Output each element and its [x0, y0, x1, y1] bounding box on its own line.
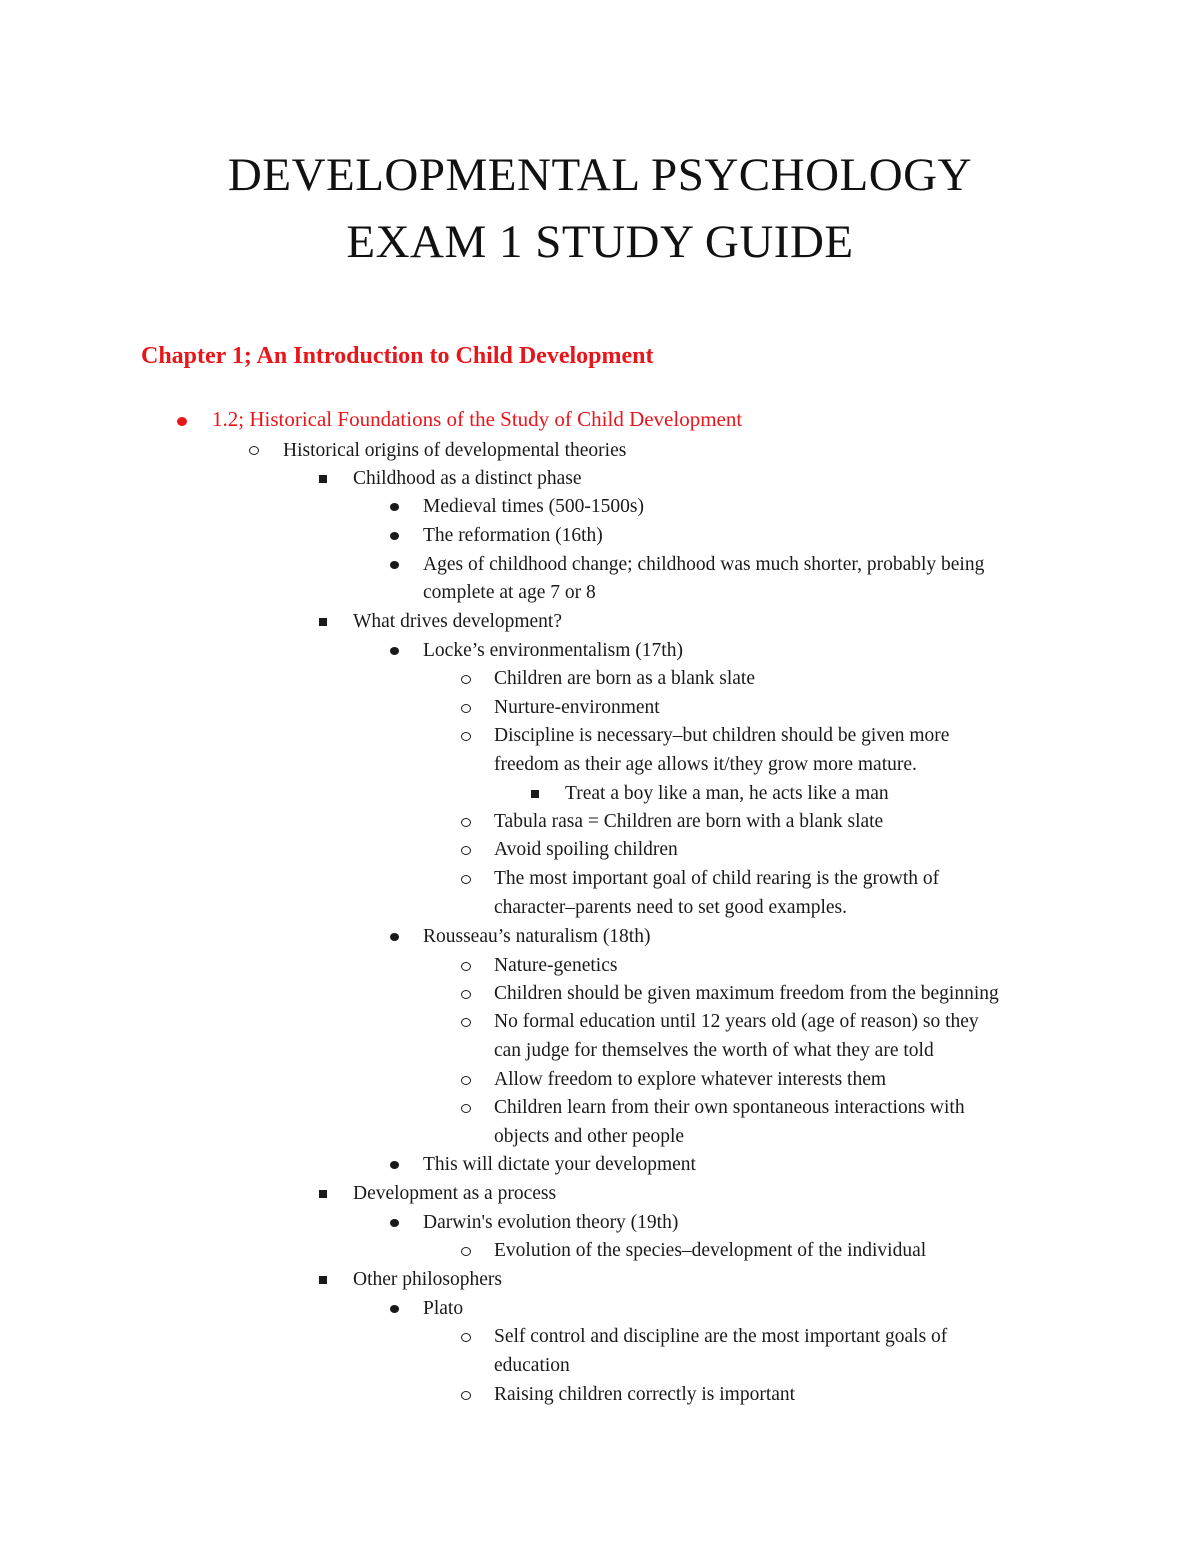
hollow-bullet-icon: [249, 446, 259, 455]
filled-bullet-icon: [390, 1305, 399, 1313]
list-item: Treat a boy like a man, he acts like a man: [565, 783, 889, 804]
list-item: Self control and discipline are the most important goals of: [494, 1326, 948, 1347]
list-item: No formal education until 12 years old (age of reason) so they: [494, 1011, 979, 1032]
hollow-bullet-icon: [461, 875, 471, 884]
list-item: Nurture-environment: [494, 697, 660, 718]
square-bullet-icon: [319, 475, 327, 483]
list-item: Darwin's evolution theory (19th): [423, 1212, 679, 1233]
list-item: Plato: [423, 1298, 464, 1319]
filled-bullet-icon: [390, 532, 399, 540]
list-item: Children are born as a blank slate: [494, 668, 755, 689]
hollow-bullet-icon: [461, 1333, 471, 1342]
list-item: Medieval times (500-1500s): [423, 496, 644, 517]
section-heading: 1.2; Historical Foundations of the Study of Child Development: [212, 407, 743, 431]
hollow-bullet-icon: [461, 732, 471, 741]
square-bullet-icon: [319, 1276, 327, 1284]
square-bullet-icon: [531, 790, 539, 798]
list-item: The most important goal of child rearing is the growth of: [494, 868, 940, 889]
list-item-continuation: education: [494, 1355, 570, 1376]
list-item-continuation: complete at age 7 or 8: [423, 582, 596, 603]
list-item: Rousseau’s naturalism (18th): [423, 926, 651, 947]
filled-bullet-icon: [390, 933, 399, 941]
list-item: The reformation (16th): [423, 525, 603, 546]
list-item: Locke’s environmentalism (17th): [423, 640, 683, 661]
hollow-bullet-icon: [461, 1076, 471, 1085]
hollow-bullet-icon: [461, 962, 471, 971]
document-title-line-1: DEVELOPMENTAL PSYCHOLOGY: [227, 149, 973, 201]
hollow-bullet-icon: [461, 704, 471, 713]
list-item: Other philosophers: [353, 1269, 502, 1290]
list-item: Tabula rasa = Children are born with a blank slate: [494, 811, 884, 832]
hollow-bullet-icon: [461, 990, 471, 999]
list-item: Historical origins of developmental theories: [283, 440, 627, 461]
list-item-continuation: objects and other people: [494, 1126, 685, 1147]
list-item: Children learn from their own spontaneous interactions with: [494, 1097, 965, 1118]
chapter-heading: Chapter 1; An Introduction to Child Development: [141, 343, 654, 369]
document-title-line-2: EXAM 1 STUDY GUIDE: [346, 216, 854, 268]
filled-bullet-icon: [390, 503, 399, 511]
list-item: Allow freedom to explore whatever interests them: [494, 1069, 887, 1090]
list-item: Nature-genetics: [494, 955, 618, 976]
square-bullet-icon: [319, 1190, 327, 1198]
list-item: What drives development?: [353, 611, 563, 632]
hollow-bullet-icon: [461, 1104, 471, 1113]
list-item-continuation: character–parents need to set good examples.: [494, 897, 848, 918]
list-item: Evolution of the species–development of the individual: [494, 1240, 927, 1261]
square-bullet-icon: [319, 618, 327, 626]
list-item-continuation: freedom as their age allows it/they grow more mature.: [494, 754, 917, 775]
hollow-bullet-icon: [461, 1247, 471, 1256]
list-item: Discipline is necessary–but children should be given more: [494, 725, 950, 746]
filled-bullet-icon: [177, 417, 187, 426]
hollow-bullet-icon: [461, 846, 471, 855]
list-item: Raising children correctly is important: [494, 1384, 796, 1405]
hollow-bullet-icon: [461, 1391, 471, 1400]
filled-bullet-icon: [390, 1161, 399, 1169]
filled-bullet-icon: [390, 1219, 399, 1227]
list-item: Development as a process: [353, 1183, 557, 1204]
filled-bullet-icon: [390, 647, 399, 655]
list-item: Childhood as a distinct phase: [353, 468, 582, 489]
filled-bullet-icon: [390, 561, 399, 569]
list-item: Avoid spoiling children: [494, 839, 678, 860]
list-item: Children should be given maximum freedom from the beginning: [494, 983, 999, 1004]
hollow-bullet-icon: [461, 1018, 471, 1027]
list-item-continuation: can judge for themselves the worth of what they are told: [494, 1040, 934, 1061]
list-item: Ages of childhood change; childhood was much shorter, probably being: [423, 554, 985, 575]
list-item: This will dictate your development: [423, 1154, 696, 1175]
hollow-bullet-icon: [461, 818, 471, 827]
hollow-bullet-icon: [461, 675, 471, 684]
